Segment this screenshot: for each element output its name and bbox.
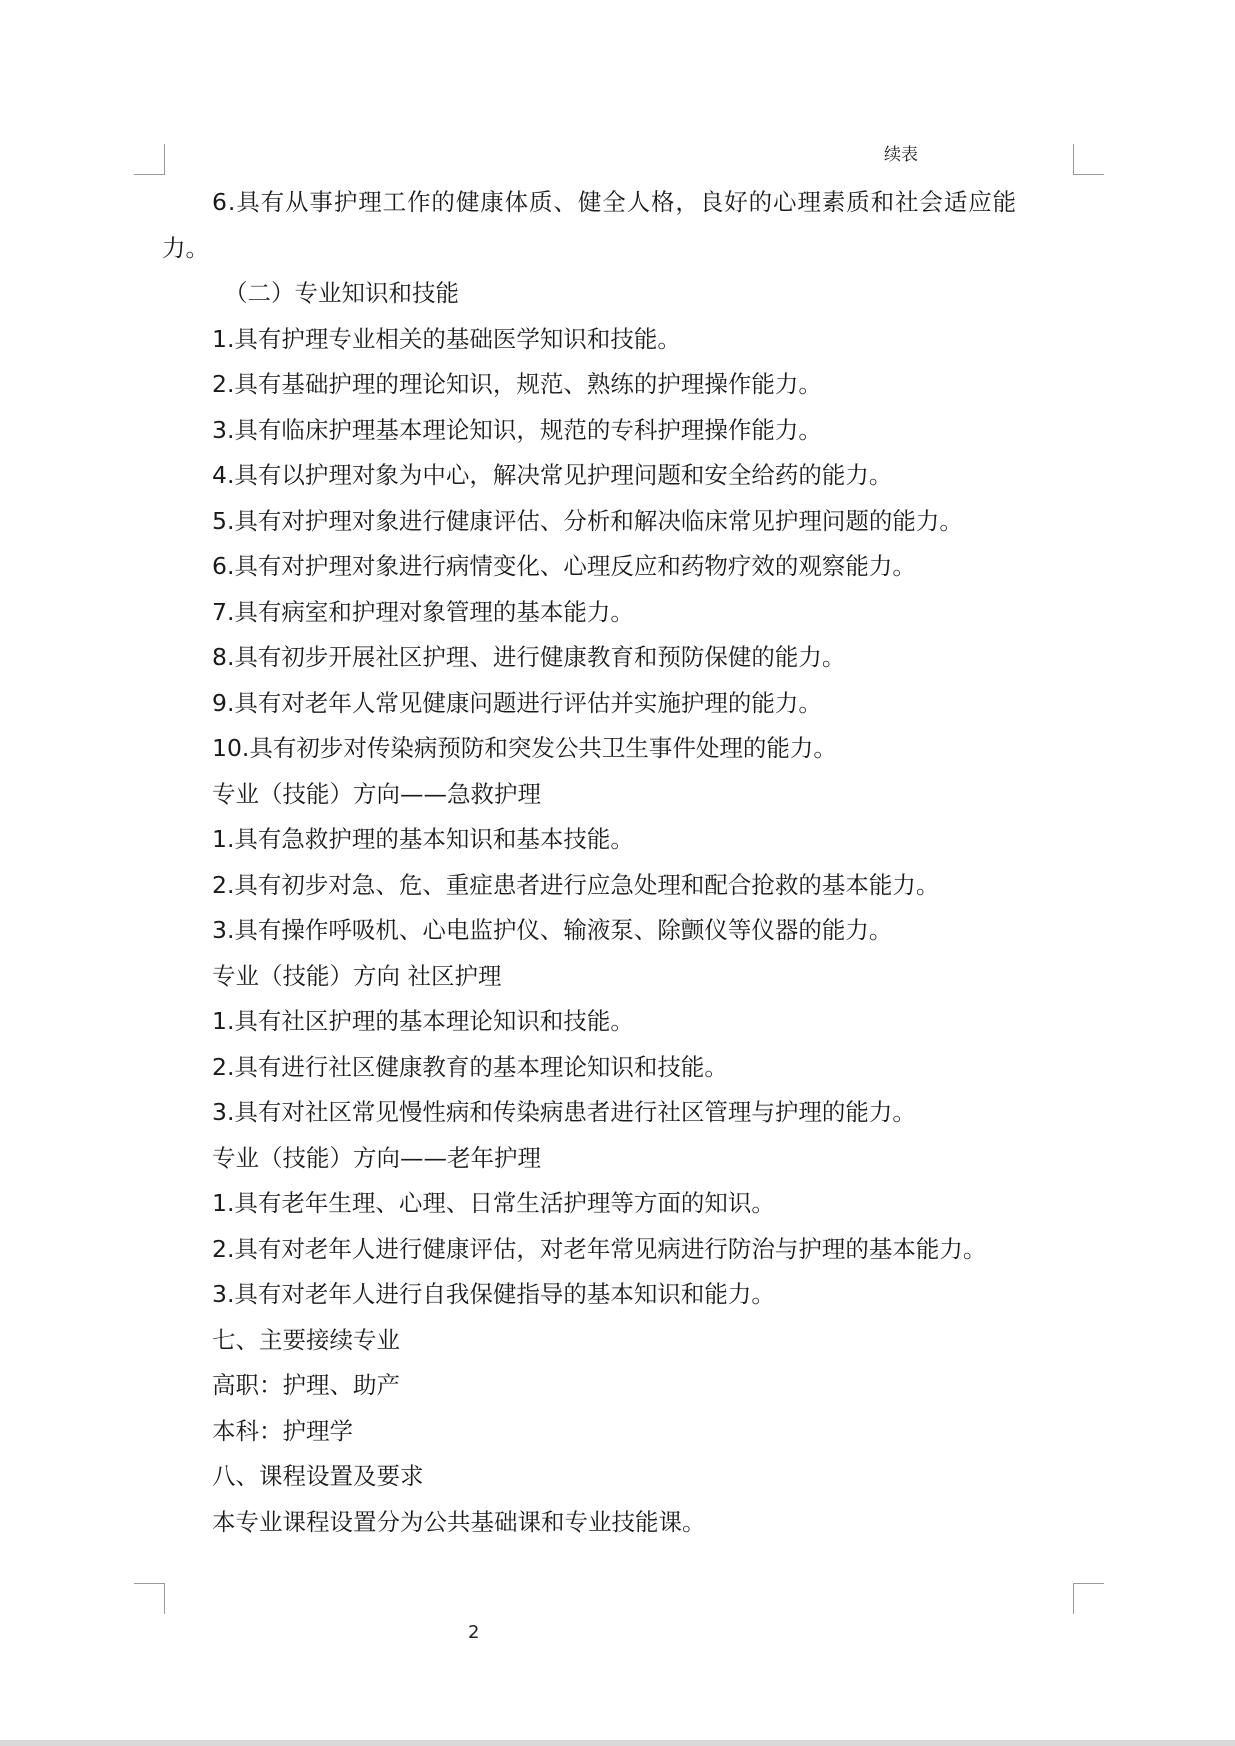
text-line: 7.具有病室和护理对象管理的基本能力。 xyxy=(212,597,634,626)
section-heading: 七、主要接续专业 xyxy=(212,1325,400,1354)
page-bottom-edge xyxy=(0,1740,1235,1746)
text-line: 本科：护理学 xyxy=(212,1416,353,1445)
section-heading: （二）专业知识和技能 xyxy=(224,279,459,307)
text-line: 力。 xyxy=(162,233,209,262)
text-line: 1.具有急救护理的基本知识和基本技能。 xyxy=(212,825,634,853)
crop-mark-top-left xyxy=(134,144,165,175)
text-line: 4.具有以护理对象为中心，解决常见护理问题和安全给药的能力。 xyxy=(212,461,893,489)
text-line: 3.具有对老年人进行自我保健指导的基本知识和能力。 xyxy=(212,1280,775,1308)
text-line: 10.具有初步对传染病预防和突发公共卫生事件处理的能力。 xyxy=(212,734,837,762)
crop-mark-bottom-left xyxy=(134,1583,165,1614)
document-body xyxy=(162,180,1082,1545)
text-line: 2.具有初步对急、危、重症患者进行应急处理和配合抢救的基本能力。 xyxy=(212,870,940,899)
text-line: 2.具有基础护理的理论知识，规范、熟练的护理操作能力。 xyxy=(212,370,822,398)
section-heading: 八、课程设置及要求 xyxy=(212,1462,424,1490)
section-heading: 专业（技能）方向——老年护理 xyxy=(212,1143,541,1172)
text-line: 1.具有护理专业相关的基础医学知识和技能。 xyxy=(212,324,681,353)
text-line: 1.具有老年生理、心理、日常生活护理等方面的知识。 xyxy=(212,1189,775,1217)
text-line: 2.具有对老年人进行健康评估，对老年常见病进行防治与护理的基本能力。 xyxy=(212,1234,987,1263)
text-line: 2.具有进行社区健康教育的基本理论知识和技能。 xyxy=(212,1052,728,1081)
text-line: 9.具有对老年人常见健康问题进行评估并实施护理的能力。 xyxy=(212,688,822,717)
text-line: 3.具有对社区常见慢性病和传染病患者进行社区管理与护理的能力。 xyxy=(212,1098,916,1126)
text-line: 6.具有从事护理工作的健康体质、健全人格，良好的心理素质和社会适应能 xyxy=(212,188,1018,216)
text-line: 1.具有社区护理的基本理论知识和技能。 xyxy=(212,1007,634,1035)
text-line: 3.具有操作呼吸机、心电监护仪、输液泵、除颤仪等仪器的能力。 xyxy=(212,916,893,944)
text-line: 3.具有临床护理基本理论知识，规范的专科护理操作能力。 xyxy=(212,415,822,444)
continued-table-note: 续表 xyxy=(884,145,918,165)
crop-mark-bottom-right xyxy=(1073,1583,1104,1614)
section-heading: 专业（技能）方向 社区护理 xyxy=(212,961,502,990)
page-number: 2 xyxy=(468,1622,480,1643)
text-line: 6.具有对护理对象进行病情变化、心理反应和药物疗效的观察能力。 xyxy=(212,552,916,580)
crop-mark-top-right xyxy=(1073,144,1104,175)
text-line: 8.具有初步开展社区护理、进行健康教育和预防保健的能力。 xyxy=(212,643,846,671)
text-line: 本专业课程设置分为公共基础课和专业技能课。 xyxy=(212,1507,706,1536)
text-line: 高职：护理、助产 xyxy=(212,1371,400,1399)
section-heading: 专业（技能）方向——急救护理 xyxy=(212,779,541,808)
text-line: 5.具有对护理对象进行健康评估、分析和解决临床常见护理问题的能力。 xyxy=(212,506,963,535)
